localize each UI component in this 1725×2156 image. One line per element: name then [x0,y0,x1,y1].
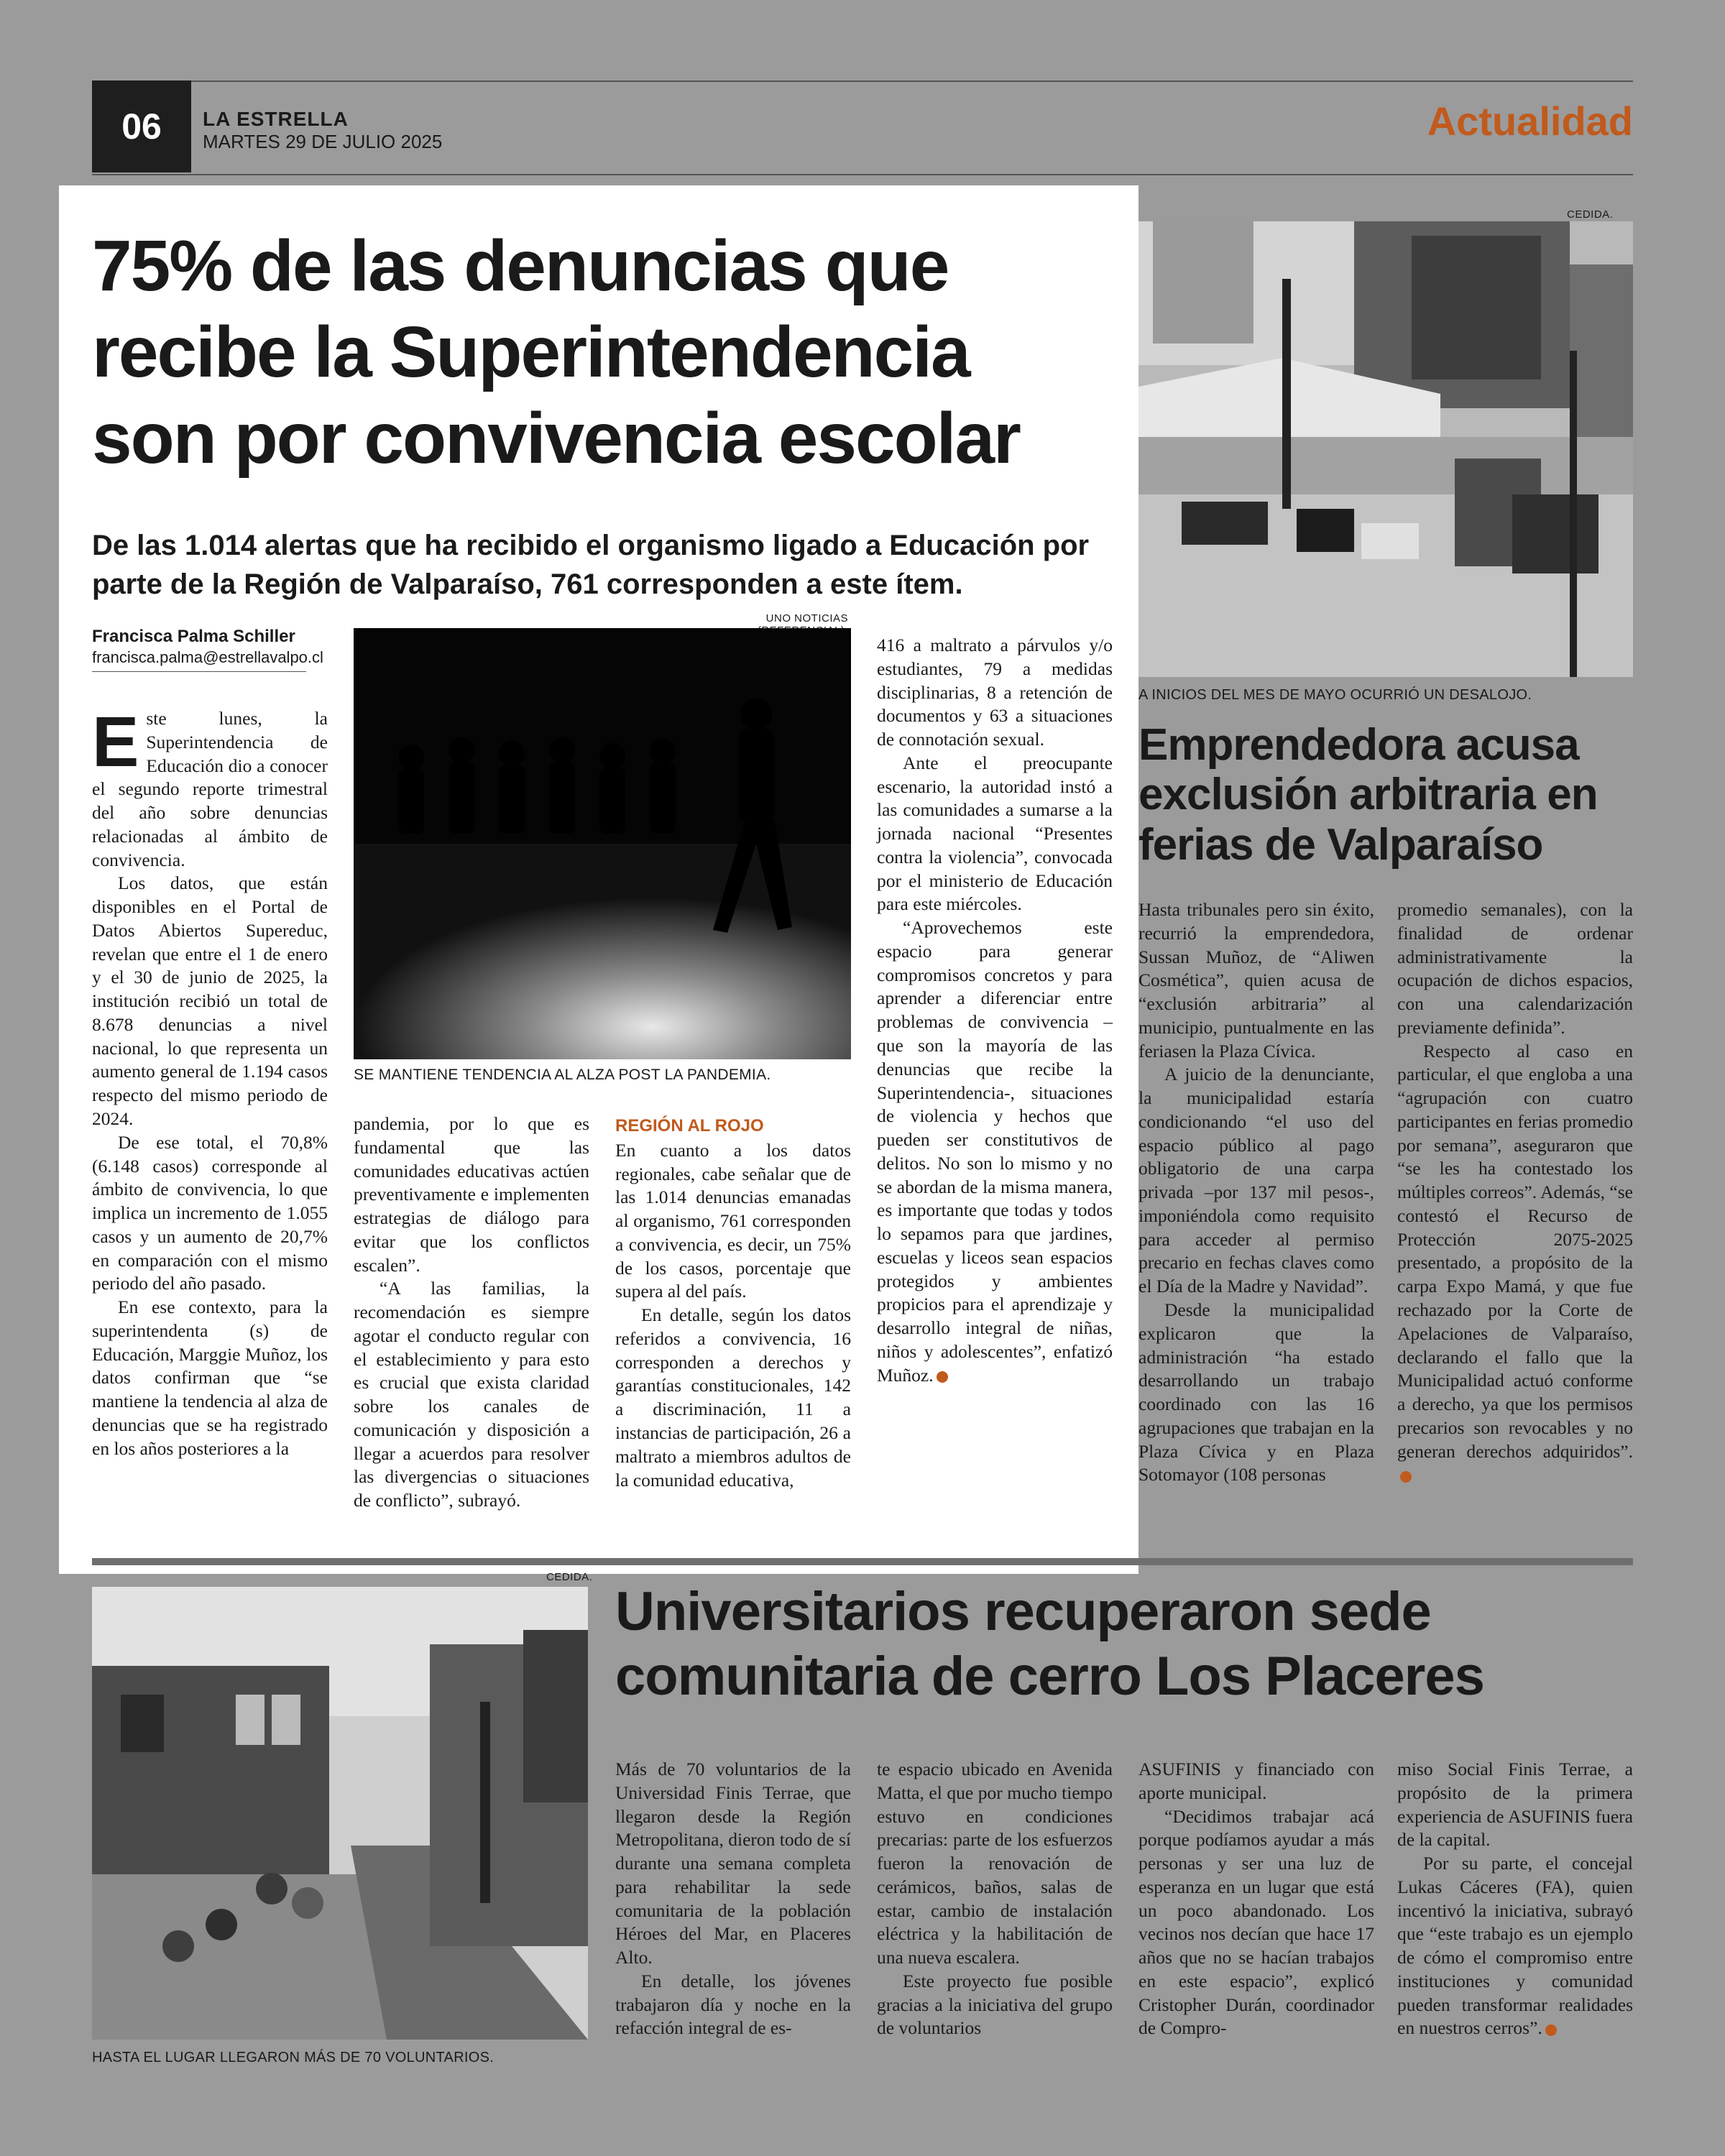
end-mark-icon [1545,2024,1557,2036]
main-subhead: REGIÓN AL ROJO [615,1116,764,1135]
side-photo-graphic [1138,221,1633,677]
bottom-paragraph: En detalle, los jóvenes trabajaron día y noche en la refacción integral de es- [615,1970,851,2039]
main-photo-graphic [354,628,851,1059]
side-article-column-1 [1138,898,1374,1487]
bottom-paragraph: Por su parte, el concejal Lukas Cáceres (FA), quien incentivó la iniciativa, subrayó que “este trabajo es un ejemplo de cómo el compromiso entre instituciones y comunidad pueden transformar realidades en nuestros cerros”. [1397,1853,1633,2039]
bottom-photo [92,1587,588,2040]
main-deck-line-2: parte de la Región de Valparaíso, 761 corresponden a este ítem. [92,568,963,600]
bottom-paragraph: ASUFINIS y financiado con aporte municipal. [1138,1759,1374,1803]
drop-cap: E [92,702,139,781]
side-photo-caption: A INICIOS DEL MES DE MAYO OCURRIÓ UN DESALOJO. [1138,687,1532,703]
bottom-headline-line-2: comunitaria de cerro Los Placeres [615,1645,1484,1707]
main-article-column-4 [877,634,1113,1388]
main-article-column-3 [615,1112,851,1492]
bottom-paragraph: “Decidimos trabajar acá porque podíamos ayudar a más personas y ser una luz de esperanza en un lugar que está un poco abandonado. Los vecinos nos decían que hace 17 años que no se hacían trabajos en este espacio”, explicó Cristopher Durán, coordinador de Compro- [1138,1805,1374,2039]
bottom-headline [615,1580,1633,1708]
main-photo-credit: UNO NOTICIAS [765,612,848,625]
byline-author: Francisca Palma Schiller [92,627,295,646]
main-paragraph: “Aprovechemos este espacio para generar compromisos concretos y para aprender a diferenciar entre problemas de convivencia – que son la mayoría de las denuncias que recibe la Superintendencia-, situaciones de violencia y hechos que pueden ser constitutivos de delitos. No son lo mismo y no se abordan de la misma manera, es importante que todas y todos lo sepamos para que jardines, escuelas y liceos sean espacios protegidos y ambientes propicios para el aprendizaje y desarrollo integral de niñas, niños y adolescentes”, enfatizó Muñoz. [877,917,1113,1386]
main-deck-line-1: De las 1.014 alertas que ha recibido el organismo ligado a Educación por [92,530,1090,561]
bottom-photo-caption: HASTA EL LUGAR LLEGARON MÁS DE 70 VOLUNTARIOS. [92,2050,494,2065]
newspaper-name: LA ESTRELLA [203,108,349,130]
side-photo-credit: CEDIDA. [1567,208,1614,221]
main-headline-line-2: recibe la Superintendencia [92,312,970,392]
main-headline-line-1: 75% de las denuncias que [92,226,949,306]
section-separator-bar [92,1558,1633,1565]
side-headline-line-3: ferias de Valparaíso [1138,819,1543,870]
bottom-article-column-1 [615,1758,851,2040]
byline-email[interactable]: francisca.palma@estrellavalpo.cl [92,648,323,666]
main-deck [92,526,1120,604]
bottom-photo-graphic [92,1587,588,2040]
main-paragraph: ste lunes, la Superintendencia de Educación dio a conocer el segundo reporte trimestral del año sobre denuncias relacionadas al ámbito de convivencia. [92,708,328,870]
section-label: Actualidad [1427,98,1633,144]
bottom-paragraph: te espacio ubicado en Avenida Matta, el que por mucho tiempo estuvo en condiciones precarias: parte de los esfuerzos fueron la renovación de cerámicos, baños, salas de estar, cambio de instalación eléctrica y la habilitación de una nueva escalera. [877,1759,1113,1968]
main-article-column-2 [354,1112,589,1513]
bottom-article-column-4 [1397,1758,1633,2040]
side-paragraph: promedio semanales), con la finalidad de ordenar administrativamente la ocupación de dichos espacios, con una calendarización previamente definida”. [1397,899,1633,1038]
page-number: 06 [92,80,191,172]
bottom-paragraph: Más de 70 voluntarios de la Universidad Finis Terrae, que llegaron desde la Región Metropolitana, dieron todo de sí durante una semana completa para rehabilitar la sede comunitaria de la población Héroes del Mar, en Placeres Alto. [615,1759,851,1968]
bottom-article-column-2 [877,1758,1113,2040]
side-paragraph: Hasta tribunales pero sin éxito, recurrió la emprendedora, Sussan Muñoz, de “Aliwen Cosmética”, quien acusa de “exclusión arbitraria” al municipio, puntualmente en las feriasen la Plaza Cívica. [1138,899,1374,1061]
main-article-column-1 [92,702,328,1461]
main-paragraph: 416 a maltrato a párvulos y/o estudiantes, 79 a medidas disciplinarias, 8 a retención de documentos y 63 a situaciones de connotación sexual. [877,635,1113,750]
main-paragraph: “A las familias, la recomendación es siempre agotar el conducto regular con el establecimiento y para esto es crucial que exista claridad sobre los canales de comunicación y disposición a llegar a acuerdos para resolver las divergencias o situaciones de conflicto”, subrayó. [354,1278,589,1511]
side-paragraph: Desde la municipalidad explicaron que la administración “ha estado desarrollando un trabajo coordinado con las 16 agrupaciones que trabajan en la Plaza Cívica y en Plaza Sotomayor (108 personas [1138,1299,1374,1485]
main-headline-line-3: son por convivencia escolar [92,398,1020,479]
header-bottom-rule [92,174,1633,175]
bottom-paragraph: miso Social Finis Terrae, a propósito de la primera experiencia de ASUFINIS fuera de la capital. [1397,1759,1633,1851]
bottom-paragraph: Este proyecto fue posible gracias a la iniciativa del grupo de voluntarios [877,1970,1113,2039]
side-photo [1138,221,1633,677]
main-headline [92,223,1120,482]
main-paragraph: En cuanto a los datos regionales, cabe señalar que de las 1.014 denuncias emanadas al organismo, 761 corresponden a convivencia, es decir, un 75% de los casos, porcentaje que supera al del país. [615,1139,851,1302]
side-article-column-2 [1397,898,1633,1487]
side-headline-line-1: Emprendedora acusa [1138,720,1579,770]
main-paragraph: Ante el preocupante escenario, la autoridad instó a las comunidades a sumarse a la jornada nacional “Presentes contra la violencia”, convocada por el ministerio de Educación para este miércoles. [877,752,1113,915]
bottom-photo-credit: CEDIDA. [546,1571,593,1583]
main-paragraph: En ese contexto, para la superintendenta (s) de Educación, Marggie Muñoz, los datos confirman que “se mantiene la tendencia al alza de denuncias que se ha registrado en los años posteriores a la [92,1296,328,1459]
main-photo-caption: SE MANTIENE TENDENCIA AL ALZA POST LA PANDEMIA. [354,1067,771,1083]
side-headline-line-2: exclusión arbitraria en [1138,770,1598,820]
main-paragraph: pandemia, por lo que es fundamental que las comunidades educativas actúen preventivamente e implementen estrategias de diálogo para evitar que los conflictos escalen”. [354,1113,589,1276]
header-top-rule [92,80,1633,82]
main-paragraph: En detalle, según los datos referidos a convivencia, 16 corresponden a derechos y garantías constitucionales, 142 a discriminación, 11 a instancias de participación, 26 a maltrato a miembros adultos de la comunidad educativa, [615,1304,851,1491]
bottom-article-column-3 [1138,1758,1374,2040]
bottom-headline-line-1: Universitarios recuperaron sede [615,1581,1431,1642]
main-paragraph: Los datos, que están disponibles en el Portal de Datos Abiertos Supereduc, revelan que entre el 1 de enero y el 30 de junio de 2025, la institución recibió un total de 8.678 denuncias a nivel nacional, lo que representa un aumento general de 1.194 casos respecto del mismo periodo de 2024. [92,872,328,1130]
main-photo [354,628,851,1059]
side-headline [1138,720,1633,870]
byline-rule [92,671,306,672]
side-paragraph: Respecto al caso en particular, el que engloba a una “agrupación con cuatro participantes en ferias promedio por semana”, aseguraron que “se les ha contestado los múltiples correos”. Además, “se contestó el Recurso de Protección 2075-2025 presentado, a propósito de la carpa Expo Mamá, y que fue rechazado por la Corte de Apelaciones de Valparaíso, declarando el fallo que la Municipalidad actuó conforme a derecho, ya que los permisos precarios son revocables y no generan derechos adquiridos”. [1397,1040,1633,1462]
side-paragraph: A juicio de la denunciante, la municipalidad estaría condicionando “el uso del espacio público al pago obligatorio de una carpa privada –por 137 mil pesos-, imponiéndola como requisito para acceder al permiso precario en fechas claves como el Día de la Madre y Navidad”. [1138,1064,1374,1297]
end-mark-icon [1400,1471,1412,1483]
main-paragraph: De ese total, el 70,8% (6.148 casos) corresponde al ámbito de convivencia, lo que implica un incremento de 1.055 casos y un aumento de 20,7% en comparación con el mismo periodo del año pasado. [92,1131,328,1294]
end-mark-icon [937,1371,948,1383]
issue-date: MARTES 29 DE JULIO 2025 [203,131,443,152]
